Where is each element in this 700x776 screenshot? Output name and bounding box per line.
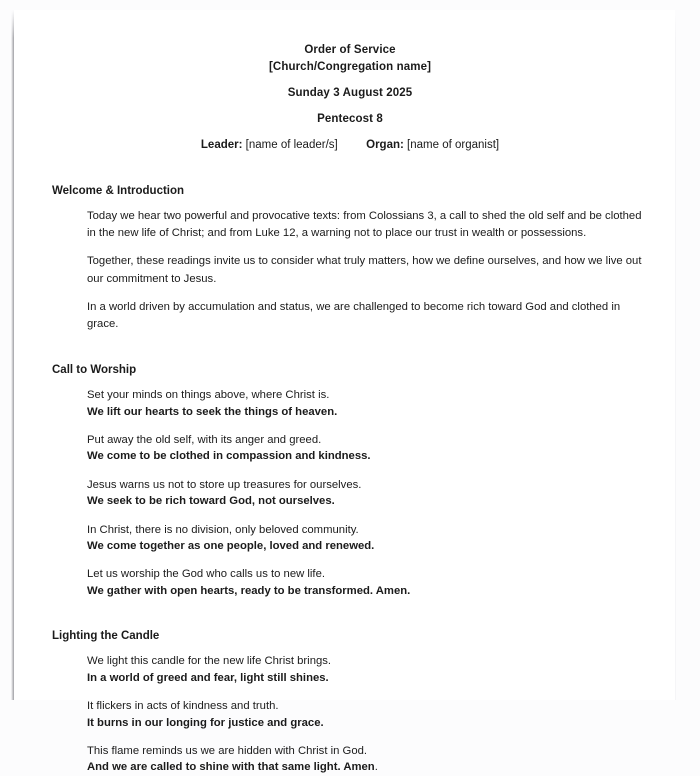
organ-label: Organ: xyxy=(366,139,404,151)
leader-line: This flame reminds us we are hidden with Christ in God. xyxy=(87,744,368,757)
leader-value: [name of leader/s] xyxy=(245,139,338,151)
congregation-response-line xyxy=(87,448,648,464)
service-section xyxy=(52,628,648,775)
organ-value: [name of organist] xyxy=(407,139,500,151)
responsive-couplet xyxy=(87,566,648,599)
leader-line: It flickers in acts of kindness and truth. xyxy=(87,700,279,713)
date-spacer xyxy=(52,102,648,111)
response-text: In a world of greed and fear, light still shines. xyxy=(87,671,329,684)
congregation-response-line xyxy=(87,538,648,554)
response-text: We come together as one people, loved and renewed. xyxy=(87,540,375,553)
document-content xyxy=(52,42,648,776)
title-spacer xyxy=(52,76,648,85)
responsive-couplet xyxy=(87,522,648,555)
congregation-response-line xyxy=(87,583,648,599)
response-text: We seek to be rich toward God, not ourselves. xyxy=(87,495,335,508)
liturgical-occasion: Pentecost 8 xyxy=(317,113,383,125)
response-text: It burns in our longing for justice and grace. xyxy=(87,716,324,729)
congregation-response-line xyxy=(87,404,648,420)
occasion-spacer xyxy=(52,128,648,137)
service-section xyxy=(52,183,648,333)
response-text: And we are called to shine with that same light. Amen xyxy=(87,761,375,774)
section-body xyxy=(87,653,648,775)
congregation-name: [Church/Congregation name] xyxy=(268,61,432,73)
leader-line: Jesus warns us not to store up treasures for ourselves. xyxy=(87,478,362,491)
response-text: We come to be clothed in compassion and kindness. xyxy=(87,450,371,463)
responsive-couplet xyxy=(87,477,648,510)
response-trailing-punctuation: . xyxy=(374,761,378,774)
document-title: Order of Service xyxy=(304,44,396,56)
paragraph: Today we hear two powerful and provocative texts: from Colossians 3, a call to shed the old self and be clothed in the new life of Christ; and from Luke 12, a warning not to place our trust in wealth or possessions. xyxy=(87,210,642,240)
leader-label: Leader: xyxy=(200,139,243,151)
congregation-response-line xyxy=(87,759,648,775)
section-heading: Lighting the Candle xyxy=(52,630,160,643)
document-header xyxy=(52,42,648,154)
leader-line: Put away the old self, with its anger and greed. xyxy=(87,434,322,447)
response-text: We gather with open hearts, ready to be transformed. Amen. xyxy=(87,584,411,597)
leader-line: Set your minds on things above, where Christ is. xyxy=(87,389,330,402)
responsive-couplet xyxy=(87,387,648,420)
leader-line: Let us worship the God who calls us to new life. xyxy=(87,568,325,581)
service-credits xyxy=(52,137,648,154)
congregation-response-line xyxy=(87,670,648,686)
service-sections xyxy=(52,183,648,776)
section-heading: Call to Worship xyxy=(52,364,137,377)
responsive-couplet xyxy=(87,432,648,465)
leader-line: We light this candle for the new life Christ brings. xyxy=(87,655,332,668)
responsive-couplet xyxy=(87,698,648,731)
leader-line: In Christ, there is no division, only beloved community. xyxy=(87,523,359,536)
responsive-couplet xyxy=(87,743,648,776)
section-body xyxy=(87,387,648,599)
paragraph: In a world driven by accumulation and status, we are challenged to become rich toward God and clothed in grace. xyxy=(87,300,621,331)
section-body xyxy=(87,208,648,333)
congregation-response-line xyxy=(87,493,648,509)
service-section xyxy=(52,362,648,599)
service-date: Sunday 3 August 2025 xyxy=(287,87,413,99)
document-page xyxy=(14,10,675,774)
paragraph: Together, these readings invite us to consider what truly matters, how we define ourselves, and how we live out our commitment to Jesus. xyxy=(87,255,642,285)
section-heading: Welcome & Introduction xyxy=(52,185,185,197)
response-text: We lift our hearts to seek the things of heaven. xyxy=(87,405,338,418)
congregation-response-line xyxy=(87,715,648,731)
responsive-couplet xyxy=(87,653,648,686)
